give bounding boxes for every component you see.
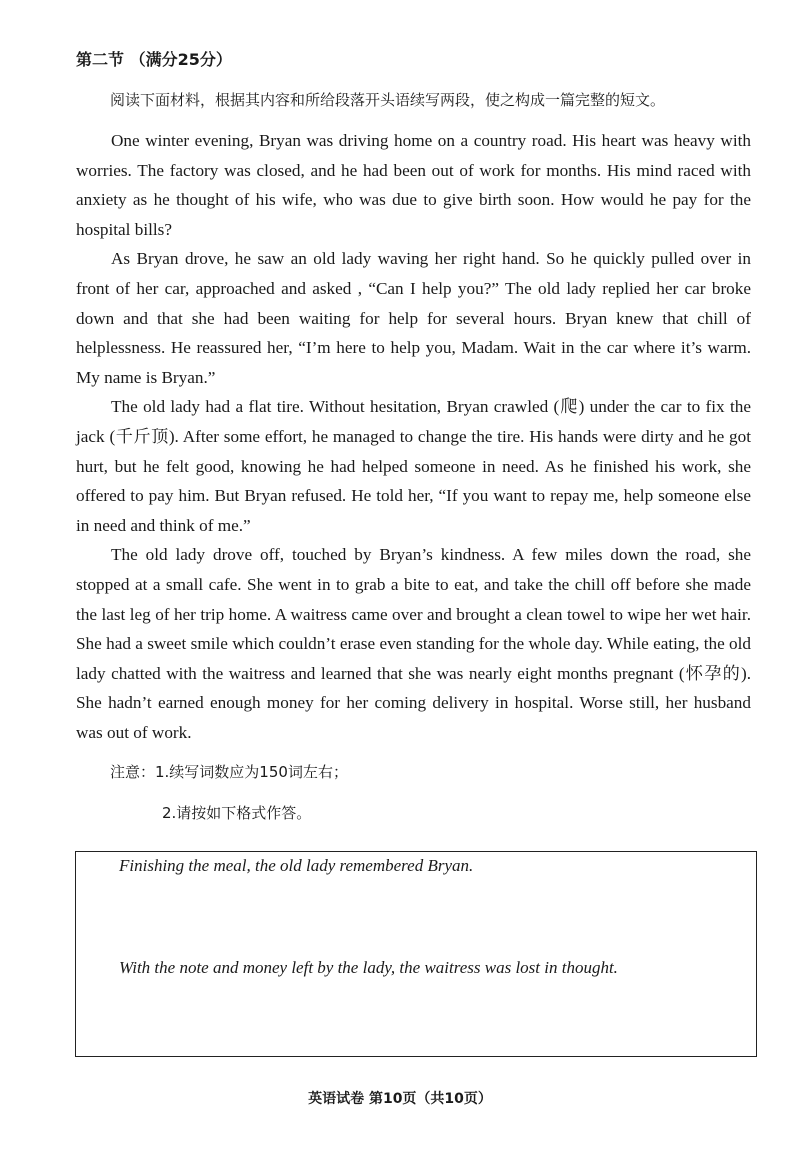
passage-paragraph-4: The old lady drove off, touched by Bryan’s kindness. A few miles down the road, she stopped at a small cafe. She went in to grab a bite to eat, and take the chill off before she made the last leg of her trip home. A waitress came over and brought a clean towel to wipe her wet hair. She had a sweet smile which couldn’t erase even standing for the whole day. While eating, the old lady chatted with the waitress and learned that she was nearly eight months pregnant (怀孕的). She hadn’t earned enough money for her coming delivery in hospital. Worse still, her husband was out of work. xyxy=(76,545,751,742)
passage-paragraph-1: One winter evening, Bryan was driving home on a country road. His heart was heavy with worries. The factory was closed, and he had been out of work for months. His mind raced with anxiety as he thought of his wife, who was due to give birth soon. How would he pay for the hospital bills? xyxy=(76,131,751,239)
paragraph-opening-2: With the note and money left by the lady, the waitress was lost in thought. xyxy=(119,958,618,977)
answer-box[interactable] xyxy=(75,851,757,1057)
paragraph-opening-1: Finishing the meal, the old lady remembered Bryan. xyxy=(119,856,474,875)
reading-passage xyxy=(76,126,751,747)
passage-paragraph-2: As Bryan drove, he saw an old lady waving her right hand. So he quickly pulled over in front of her car, approached and asked , “Can I help you?” The old lady replied her car broke down and that she had been waiting for help for several hours. Bryan knew that chill of helplessness. He reassured her, “I’m here to help you, Madam. Wait in the car where it’s warm. My name is Bryan.” xyxy=(76,249,751,387)
page-footer: 英语试卷 第10页（共10页） xyxy=(308,1091,492,1107)
section-title: 第二节 （满分25分） xyxy=(76,50,232,69)
note-word-count: 注意：1.续写词数应为150词左右； xyxy=(110,763,348,781)
passage-paragraph-3: The old lady had a flat tire. Without hesitation, Bryan crawled (爬) under the car to fix the jack (千斤顶). After some effort, he managed to change the tire. His hands were dirty and he got hurt, but he felt good, knowing he had helped someone in need. As he finished his work, she offered to pay him. But Bryan refused. He told her, “If you want to repay me, help someone else in need and think of me.” xyxy=(76,397,751,535)
instruction-text: 阅读下面材料，根据其内容和所给段落开头语续写两段，使之构成一篇完整的短文。 xyxy=(110,91,666,109)
note-format: 2.请按如下格式作答。 xyxy=(162,804,312,822)
